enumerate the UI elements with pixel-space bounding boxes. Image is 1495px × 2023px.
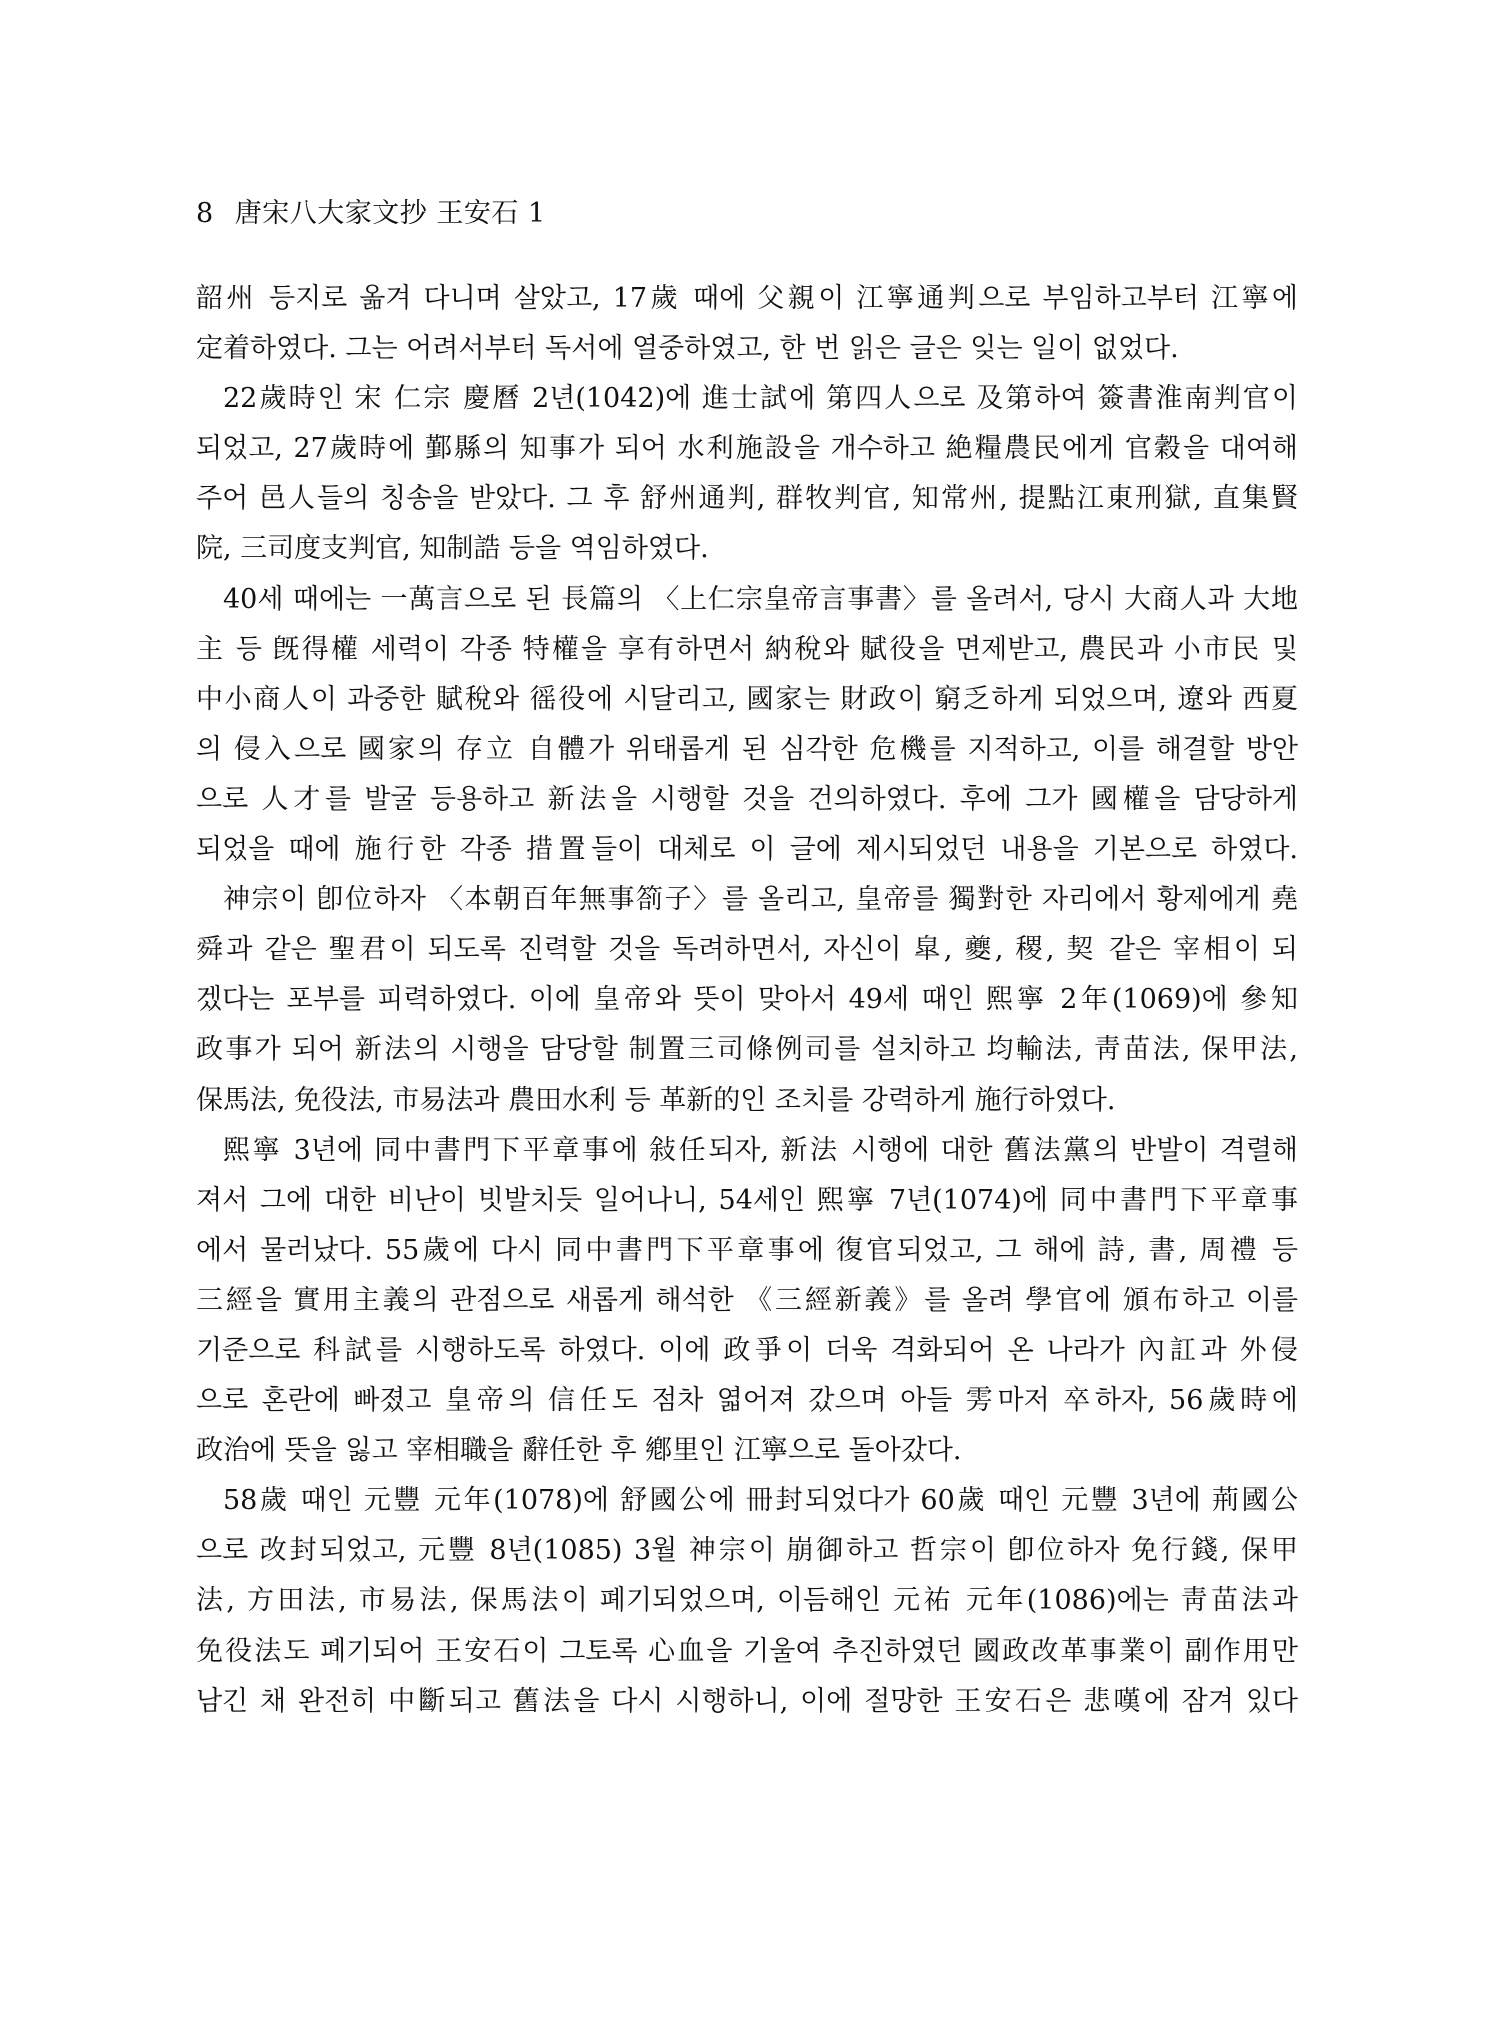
text-line: 져서 그에 대한 비난이 빗발치듯 일어나니, 54세인 熙寧 7년(1074)에 同中書門下平章事 (196, 1184, 1298, 1216)
paragraph-first-line: 40세 때에는 一萬言으로 된 長篇의 〈上仁宗皇帝言事書〉를 올려서, 당시 大商人과 大地 (223, 583, 1298, 615)
paragraph-first-line: 神宗이 卽位하자 〈本朝百年無事箚子〉를 올리고, 皇帝를 獨對한 자리에서 황제에게 堯 (223, 884, 1298, 916)
text-line: 政治에 뜻을 잃고 宰相職을 辭任한 후 鄕里인 江寧으로 돌아갔다. (196, 1435, 962, 1467)
paragraph-first-line: 58歲 때인 元豐 元年(1078)에 舒國公에 冊封되었다가 60歲 때인 元豐 3년에 荊國公 (223, 1485, 1298, 1517)
text-line: 으로 人才를 발굴 등용하고 新法을 시행할 것을 건의하였다. 후에 그가 國權을 담당하게 (196, 783, 1298, 815)
paragraph-first-line: 22歲時인 宋 仁宗 慶曆 2년(1042)에 進士試에 第四人으로 及第하여 簽書淮南判官이 (223, 383, 1298, 415)
text-line: 保馬法, 免役法, 市易法과 農田水利 등 革新的인 조치를 강력하게 施行하였다. (196, 1084, 1116, 1116)
text-line: 기준으로 科試를 시행하도록 하였다. 이에 政爭이 더욱 격화되어 온 나라가 內訌과 外侵 (196, 1334, 1298, 1366)
text-line: 免役法도 폐기되어 王安石이 그토록 心血을 기울여 추진하였던 國政改革事業이 副作用만 (196, 1635, 1298, 1667)
text-line: 으로 改封되었고, 元豐 8년(1085) 3월 神宗이 崩御하고 哲宗이 卽位하자 免行錢, 保甲 (196, 1535, 1298, 1567)
text-line: 으로 혼란에 빠졌고 皇帝의 信任도 점차 엷어져 갔으며 아들 雱마저 卒하자, 56歲時에 (196, 1385, 1298, 1417)
text-line: 政事가 되어 新法의 시행을 담당할 制置三司條例司를 설치하고 均輸法, 靑苗法, 保甲法, (196, 1034, 1298, 1066)
text-line: 院, 三司度支判官, 知制誥 등을 역임하였다. (196, 533, 709, 565)
text-line: 겠다는 포부를 피력하였다. 이에 皇帝와 뜻이 맞아서 49세 때인 熙寧 2年(1069)에 參知 (196, 984, 1298, 1016)
page-number: 8 (196, 198, 214, 229)
text-line: 남긴 채 완전히 中斷되고 舊法을 다시 시행하니, 이에 절망한 王安石은 悲嘆에 잠겨 있다 (196, 1685, 1298, 1717)
text-line: 主 등 旣得權 세력이 각종 特權을 享有하면서 納稅와 賦役을 면제받고, 農民과 小市民 및 (196, 633, 1298, 665)
text-line: 三經을 實用主義의 관점으로 새롭게 해석한 《三經新義》를 올려 學官에 頒布하고 이를 (196, 1284, 1298, 1316)
text-line: 의 侵入으로 國家의 存立 自體가 위태롭게 된 심각한 危機를 지적하고, 이를 해결할 방안 (196, 733, 1298, 765)
text-line: 中小商人이 과중한 賦稅와 徭役에 시달리고, 國家는 財政이 窮乏하게 되었으며, 遼와 西夏 (196, 683, 1298, 715)
body-text (196, 274, 1298, 1727)
text-line: 주어 邑人들의 칭송을 받았다. 그 후 舒州通判, 群牧判官, 知常州, 提點江東刑獄, 直集賢 (196, 483, 1298, 515)
text-line: 에서 물러났다. 55歲에 다시 同中書門下平章事에 復官되었고, 그 해에 詩, 書, 周禮 등 (196, 1234, 1298, 1266)
text-line: 韶州 등지로 옮겨 다니며 살았고, 17歲 때에 父親이 江寧通判으로 부임하고부터 江寧에 (196, 283, 1298, 314)
text-line: 되었을 때에 施行한 각종 措置들이 대체로 이 글에 제시되었던 내용을 기본으로 하였다. (196, 834, 1298, 866)
running-header (196, 196, 558, 232)
text-line: 定着하였다. 그는 어려서부터 독서에 열중하였고, 한 번 읽은 글은 잊는 일이 없었다. (196, 333, 1179, 365)
text-line: 法, 方田法, 市易法, 保馬法이 폐기되었으며, 이듬해인 元祐 元年(1086)에는 靑苗法과 (196, 1585, 1298, 1617)
paragraph-first-line: 熙寧 3년에 同中書門下平章事에 敍任되자, 新法 시행에 대한 舊法黨의 반발이 격렬해 (223, 1134, 1298, 1166)
text-line: 되었고, 27歲時에 鄞縣의 知事가 되어 水利施設을 개수하고 絶糧農民에게 官穀을 대여해 (196, 433, 1298, 465)
book-title: 唐宋八大家文抄 王安石 1 (234, 198, 546, 229)
text-line: 舜과 같은 聖君이 되도록 진력할 것을 독려하면서, 자신이 皐, 夔, 稷, 契 같은 宰相이 되 (196, 934, 1298, 966)
